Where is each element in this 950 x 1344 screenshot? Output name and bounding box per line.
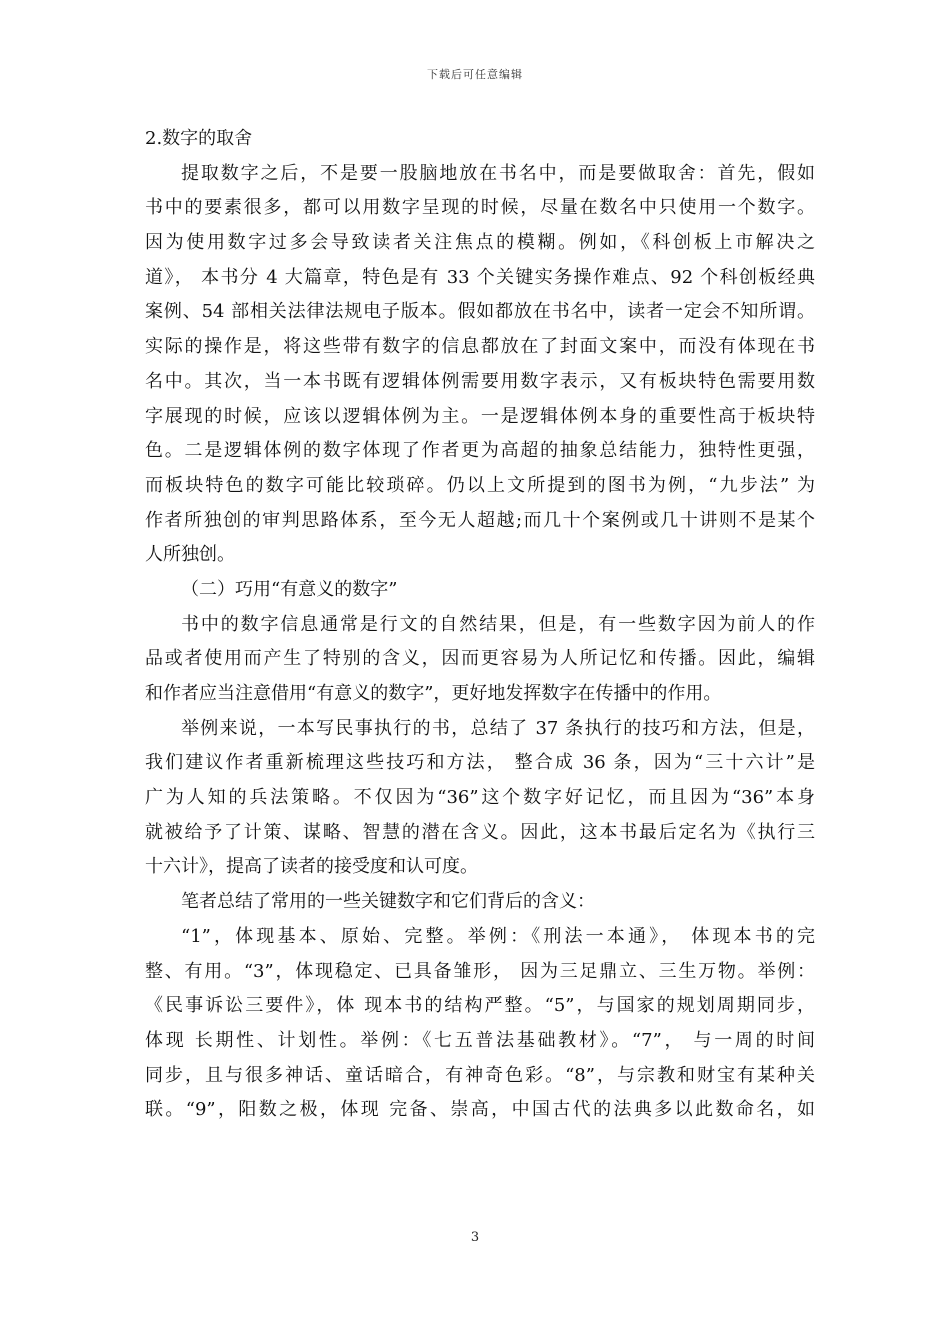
page-header: 下载后可任意编辑 [427, 68, 523, 81]
paragraph-line: 就被给予了计策、谋略、智慧的潜在含义。因此，这本书最后定名为《执行三 [145, 821, 815, 843]
paragraph-line: 而板块特色的数字可能比较琐碎。仍以上文所提到的图书为例，“九步法” 为 [145, 474, 815, 496]
document-body [145, 122, 815, 1128]
paragraph-line: 人所独创。 [145, 544, 235, 566]
paragraph-line: 广为人知的兵法策略。不仅因为“36”这个数字好记忆，而且因为“36”本身 [145, 787, 815, 809]
paragraph-line: 笔者总结了常用的一些关键数字和它们背后的含义： [181, 891, 595, 913]
paragraph-line: 字展现的时候，应该以逻辑体例为主。一是逻辑体例本身的重要性高于板块特 [145, 405, 815, 427]
subsection-heading: （二）巧用“有意义的数字” [181, 578, 398, 600]
paragraph-line: 体现 长期性、计划性。举例：《七五普法基础教材》。“7”， 与一周的时间 [145, 1029, 815, 1051]
paragraph-line: 道》， 本书分 4 大篇章，特色是有 33 个关键实务操作难点、92 个科创板经典 [145, 266, 815, 288]
paragraph-line: 举例来说，一本写民事执行的书，总结了 37 条执行的技巧和方法，但是， [181, 717, 815, 739]
paragraph-line: 和作者应当注意借用“有意义的数字”，更好地发挥数字在传播中的作用。 [145, 683, 722, 704]
paragraph-line: 因为使用数字过多会导致读者关注焦点的模糊。例如，《科创板上市解决之 [145, 232, 815, 254]
paragraph-line: 十六计》，提高了读者的接受度和认可度。 [145, 856, 478, 878]
paragraph-line: 品或者使用而产生了特别的含义，因而更容易为人所记忆和传播。因此，编辑 [145, 648, 815, 670]
paragraph-line: 实际的操作是，将这些带有数字的信息都放在了封面文案中，而没有体现在书 [145, 336, 815, 358]
paragraph-line: 色。二是逻辑体例的数字体现了作者更为高超的抽象总结能力，独特性更强， [145, 440, 815, 462]
paragraph-line: 作者所独创的审判思路体系，至今无人超越;而几十个案例或几十讲则不是某个 [145, 509, 815, 531]
paragraph-line: 我们建议作者重新梳理这些技巧和方法， 整合成 36 条，因为“三十六计”是 [145, 752, 815, 774]
paragraph-line: 同步，且与很多神话、童话暗合，有神奇色彩。“8”，与宗教和财宝有某种关 [145, 1064, 815, 1086]
paragraph-line: 书中的要素很多，都可以用数字呈现的时候，尽量在数名中只使用一个数字。 [145, 197, 815, 219]
paragraph-line: 提取数字之后，不是要一股脑地放在书名中，而是要做取舍：首先，假如 [181, 162, 815, 184]
paragraph-line: 联。“9”，阳数之极，体现 完备、崇高，中国古代的法典多以此数命名，如 [145, 1099, 815, 1121]
paragraph-line: 《民事诉讼三要件》，体 现本书的结构严整。“5”，与国家的规划周期同步， [145, 995, 815, 1017]
paragraph-line: 书中的数字信息通常是行文的自然结果，但是，有一些数字因为前人的作 [181, 613, 815, 635]
paragraph-line: 整、有用。“3”，体现稳定、已具备雏形， 因为三足鼎立、三生万物。举例： [145, 960, 815, 982]
paragraph-line: 名中。其次，当一本书既有逻辑体例需要用数字表示，又有板块特色需要用数 [145, 370, 815, 392]
section-heading: 2.数字的取舍 [145, 128, 253, 149]
paragraph-line: 案例、54 部相关法律法规电子版本。假如都放在书名中，读者一定会不知所谓。 [145, 301, 815, 323]
paragraph-line: “1”，体现基本、原始、完整。举例：《刑法一本通》， 体现本书的完 [181, 925, 815, 947]
page-number: 3 [470, 1230, 480, 1245]
